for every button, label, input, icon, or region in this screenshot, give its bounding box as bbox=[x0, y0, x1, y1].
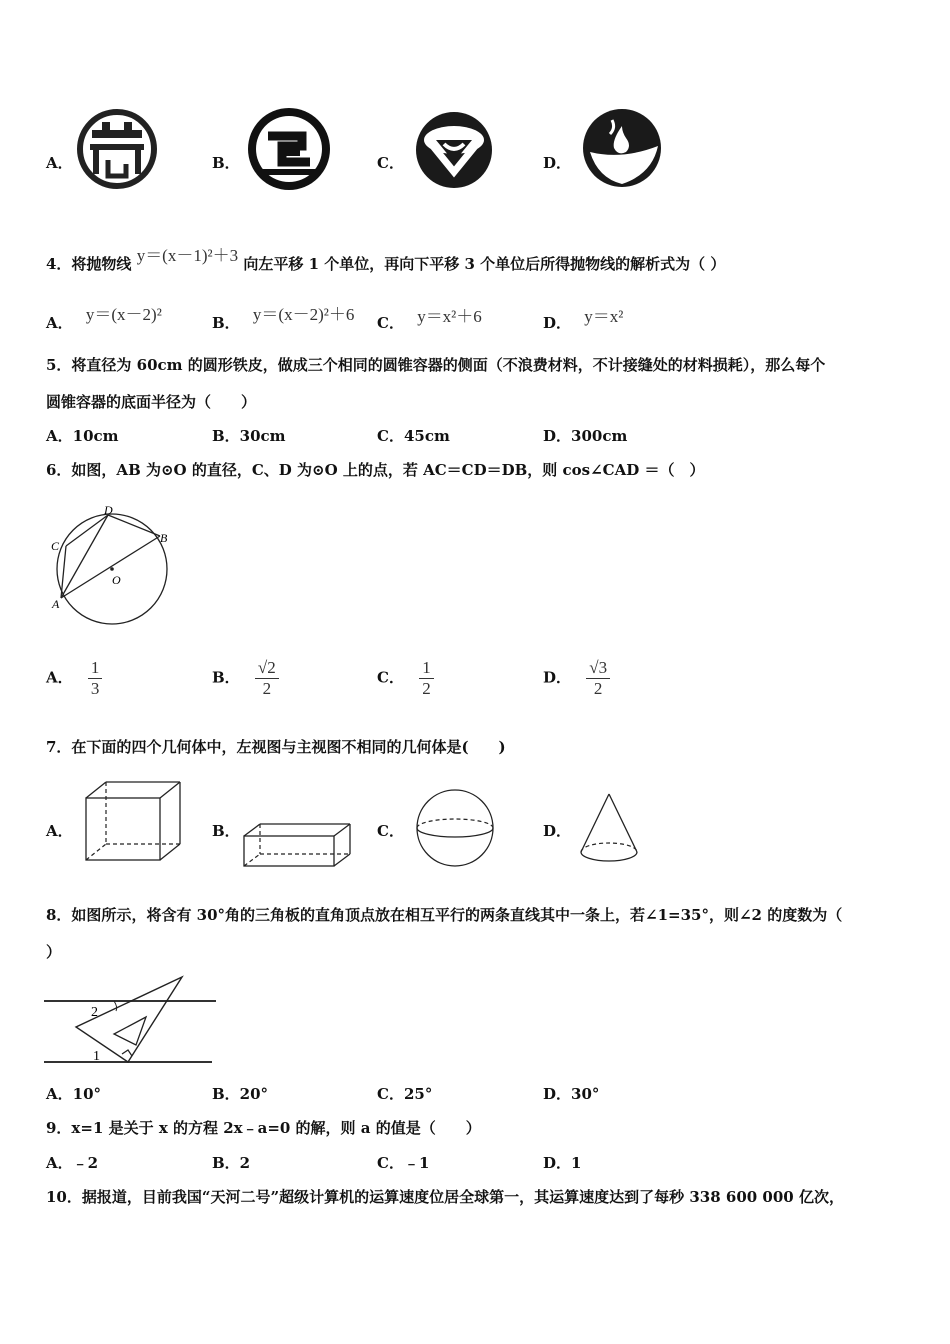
q4-option-d bbox=[543, 308, 623, 333]
q6-label-a: A bbox=[52, 597, 60, 611]
q9-question: 9．x=1 是关于 x 的方程 2x﹣a=0 的解，则 a 的值是（ ） bbox=[46, 1119, 481, 1137]
q4-option-a bbox=[46, 305, 162, 333]
q6-option-b-num: √2 bbox=[255, 658, 279, 679]
q5-question-line2: 圆锥容器的底面半径为（ ） bbox=[46, 393, 257, 411]
q8-option-c: C．25° bbox=[377, 1085, 433, 1103]
q4-option-c-formula: y＝x²＋6 bbox=[417, 307, 482, 326]
q6-option-a bbox=[46, 658, 102, 699]
q4-option-b-formula: y＝(x－2)²＋6 bbox=[252, 305, 355, 324]
q5-option-d: D．300cm bbox=[543, 427, 628, 445]
q9-option-b: B．2 bbox=[212, 1154, 251, 1172]
q8-question-line2: ） bbox=[46, 943, 62, 961]
q3-option-d-label: D． bbox=[543, 154, 572, 172]
q5-option-c: C．45cm bbox=[377, 427, 450, 445]
q9-option-a: A．﹣2 bbox=[46, 1154, 99, 1172]
q4-question bbox=[46, 246, 726, 274]
q10-question: 10．据报道，目前我国“天河二号”超级计算机的运算速度位居全球第一，其运算速度达到了每秒 338 600 000 亿次， bbox=[46, 1188, 844, 1206]
q3-logo-b bbox=[246, 106, 332, 192]
q6-label-d: D bbox=[104, 503, 113, 517]
q3-logo-c bbox=[414, 110, 494, 190]
q6-option-d-num: √3 bbox=[586, 658, 610, 679]
q4-option-d-formula: y＝x² bbox=[584, 307, 624, 326]
q7-option-b-label: B． bbox=[212, 822, 240, 840]
q3-option-c-label: C． bbox=[377, 154, 404, 172]
q8-angle2-label: 2 bbox=[91, 1005, 98, 1020]
q6-option-b-den: 2 bbox=[262, 679, 272, 698]
q6-option-d-den: 2 bbox=[593, 679, 603, 698]
q7-question: 7．在下面的四个几何体中，左视图与主视图不相同的几何体是( ) bbox=[46, 738, 506, 756]
q4-option-c-label: C． bbox=[377, 314, 404, 332]
q6-option-c-label: C． bbox=[377, 668, 404, 687]
q6-option-c-num: 1 bbox=[419, 658, 434, 679]
q4-option-b-label: B． bbox=[212, 314, 240, 332]
q6-option-b-label: B． bbox=[212, 668, 240, 687]
q7-cube-figure bbox=[84, 780, 184, 862]
q8-option-b: B．20° bbox=[212, 1085, 269, 1103]
q6-question: 6．如图，AB 为⊙O 的直径，C、D 为⊙O 上的点，若 AC＝CD＝DB，则 cos∠CAD ＝（ ） bbox=[46, 461, 705, 479]
q6-option-a-den: 3 bbox=[90, 679, 100, 698]
q9-option-d: D．1 bbox=[543, 1154, 582, 1172]
q6-option-a-label: A． bbox=[46, 668, 73, 687]
q6-label-b: B bbox=[160, 531, 168, 545]
q4-text-before: 4．将抛物线 bbox=[46, 255, 132, 273]
q4-formula: y＝(x－1)²＋3 bbox=[136, 246, 239, 265]
q6-option-d bbox=[543, 658, 610, 699]
q8-angle1-label: 1 bbox=[93, 1049, 100, 1064]
q3-option-b-label: B． bbox=[212, 154, 240, 172]
q6-option-d-label: D． bbox=[543, 668, 572, 687]
q4-option-b bbox=[212, 305, 355, 333]
q7-option-d-label: D． bbox=[543, 822, 572, 840]
q7-cuboid-figure bbox=[242, 822, 352, 868]
q8-option-d: D．30° bbox=[543, 1085, 600, 1103]
q6-option-a-num: 1 bbox=[88, 658, 103, 679]
q7-sphere-figure bbox=[414, 788, 496, 868]
q6-label-c: C bbox=[51, 539, 60, 553]
q4-option-c bbox=[377, 308, 482, 333]
q8-question-line1: 8．如图所示，将含有 30°角的三角板的直角顶点放在相互平行的两条直线其中一条上，若∠1=35°，则∠2 的度数为（ bbox=[46, 906, 843, 924]
q9-option-c: C．﹣1 bbox=[377, 1154, 430, 1172]
q5-option-a: A．10cm bbox=[46, 427, 119, 445]
q6-option-c bbox=[377, 658, 434, 699]
q6-circle-figure bbox=[50, 502, 175, 627]
q6-option-b bbox=[212, 658, 279, 699]
q6-label-o: O bbox=[112, 573, 121, 587]
q3-option-a-label: A． bbox=[46, 154, 73, 172]
q3-logo-d bbox=[582, 108, 662, 188]
q4-option-a-formula: y＝(x－2)² bbox=[85, 305, 162, 324]
q3-logo-a bbox=[76, 108, 158, 190]
q7-option-c-label: C． bbox=[377, 822, 404, 840]
q5-option-b: B．30cm bbox=[212, 427, 286, 445]
q7-cone-figure bbox=[578, 792, 640, 866]
q4-option-a-label: A． bbox=[46, 314, 73, 332]
q4-option-d-label: D． bbox=[543, 314, 572, 332]
q7-option-a-label: A． bbox=[46, 822, 73, 840]
q6-option-c-den: 2 bbox=[422, 679, 431, 698]
q8-triangle-figure bbox=[44, 975, 219, 1070]
q5-question-line1: 5．将直径为 60cm 的圆形铁皮，做成三个相同的圆锥容器的侧面（不浪费材料，不计接缝处的材料损耗），那么每个 bbox=[46, 356, 826, 374]
q4-text-after: 向左平移 1 个单位，再向下平移 3 个单位后所得抛物线的解析式为（ ） bbox=[243, 255, 726, 273]
q8-option-a: A．10° bbox=[46, 1085, 102, 1103]
